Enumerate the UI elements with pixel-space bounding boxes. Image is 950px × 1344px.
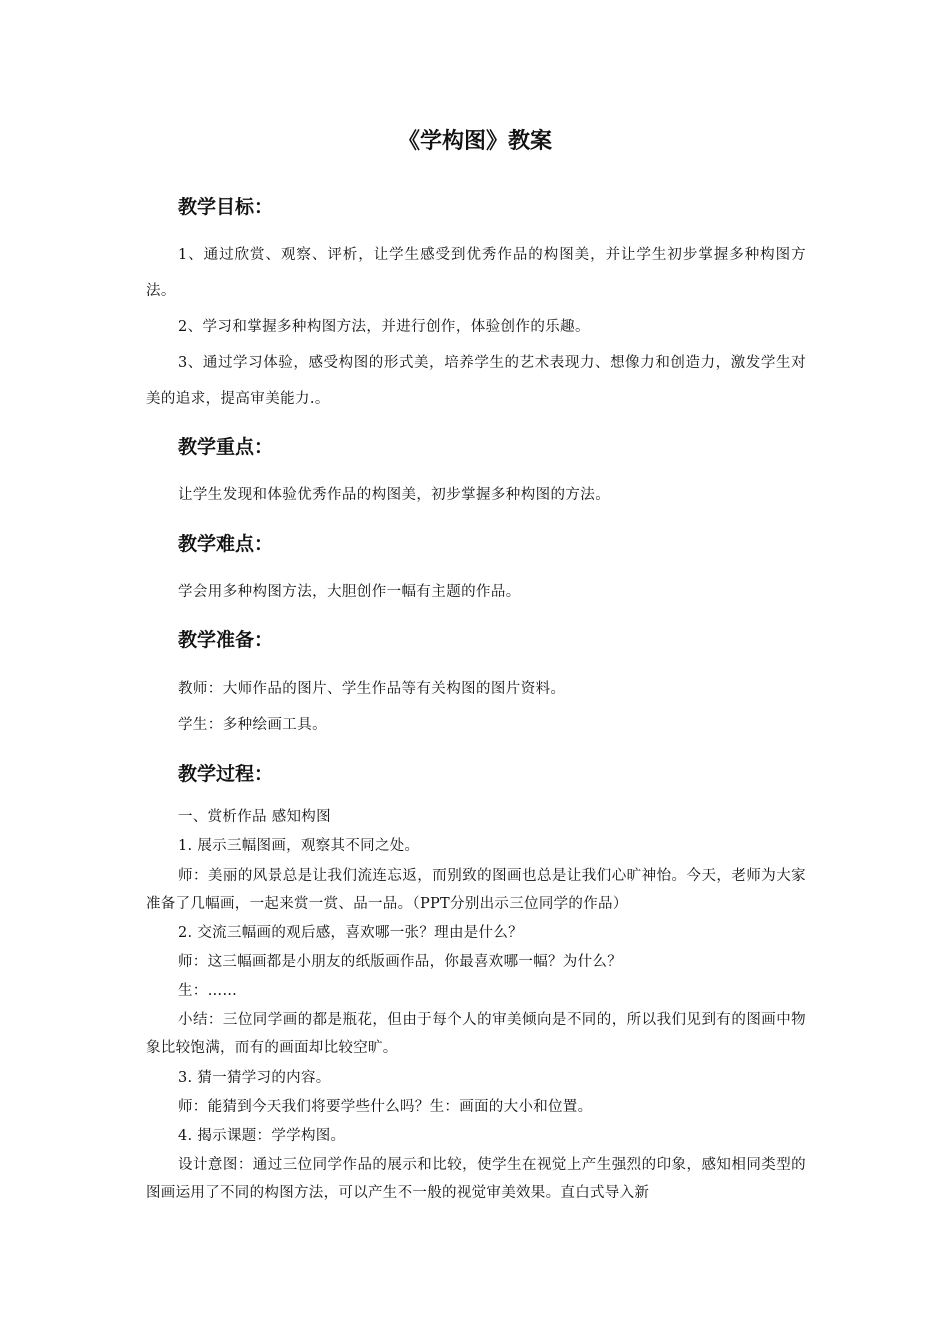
- objective-item: 3、通过学习体验，感受构图的形式美，培养学生的艺术表现力、想像力和创造力，激发学生对美的追求，提高审美能力.。: [146, 355, 806, 407]
- difficulties-heading: 教学难点：: [178, 533, 274, 555]
- preparation-teacher: 教师：大师作品的图片、学生作品等有关构图的图片资料。: [178, 681, 566, 697]
- objective-item: 1、通过欣赏、观察、评析，让学生感受到优秀作品的构图美，并让学生初步掌握多种构图方法。: [146, 247, 806, 299]
- process-line: 一、赏析作品 感知构图: [178, 809, 331, 825]
- process-line: 设计意图：通过三位同学作品的展示和比较，使学生在视觉上产生强烈的印象，感知相同类型的图画运用了不同的构图方法，可以产生不一般的视觉审美效果。直白式导入新: [146, 1157, 806, 1201]
- process-line: 2. 交流三幅画的观后感，喜欢哪一张？理由是什么？: [178, 925, 523, 941]
- process-line: 师：美丽的风景总是让我们流连忘返，而别致的图画也总是让我们心旷神怡。今天，老师为大家准备了几幅画，一起来赏一赏、品一品。（PPT分别出示三位同学的作品）: [146, 868, 806, 912]
- process-line: 师：能猜到今天我们将要学些什么吗？生：画面的大小和位置。: [178, 1099, 593, 1115]
- objectives-heading: 教学目标：: [178, 196, 274, 218]
- process-line: 1. 展示三幅图画，观察其不同之处。: [178, 838, 420, 854]
- preparation-heading: 教学准备：: [178, 629, 274, 651]
- process-line: 小结：三位同学画的都是瓶花，但由于每个人的审美倾向是不同的，所以我们见到有的图画中物象比较饱满，而有的画面却比较空旷。: [146, 1012, 806, 1056]
- process-heading: 教学过程：: [178, 763, 274, 785]
- process-line: 生：……: [178, 983, 238, 999]
- document-title: 《学构图》教案: [397, 129, 552, 154]
- process-line: 4. 揭示课题：学学构图。: [178, 1128, 346, 1144]
- process-line: 3. 猜一猜学习的内容。: [178, 1070, 331, 1086]
- objective-item: 2、学习和掌握多种构图方法，并进行创作，体验创作的乐趣。: [178, 319, 590, 335]
- key-points-text: 让学生发现和体验优秀作品的构图美，初步掌握多种构图的方法。: [178, 487, 611, 503]
- difficulties-text: 学会用多种构图方法，大胆创作一幅有主题的作品。: [178, 584, 521, 600]
- key-points-heading: 教学重点：: [178, 436, 274, 458]
- preparation-student: 学生：多种绘画工具。: [178, 717, 327, 733]
- process-line: 师：这三幅画都是小朋友的纸版画作品，你最喜欢哪一幅？为什么？: [178, 954, 622, 970]
